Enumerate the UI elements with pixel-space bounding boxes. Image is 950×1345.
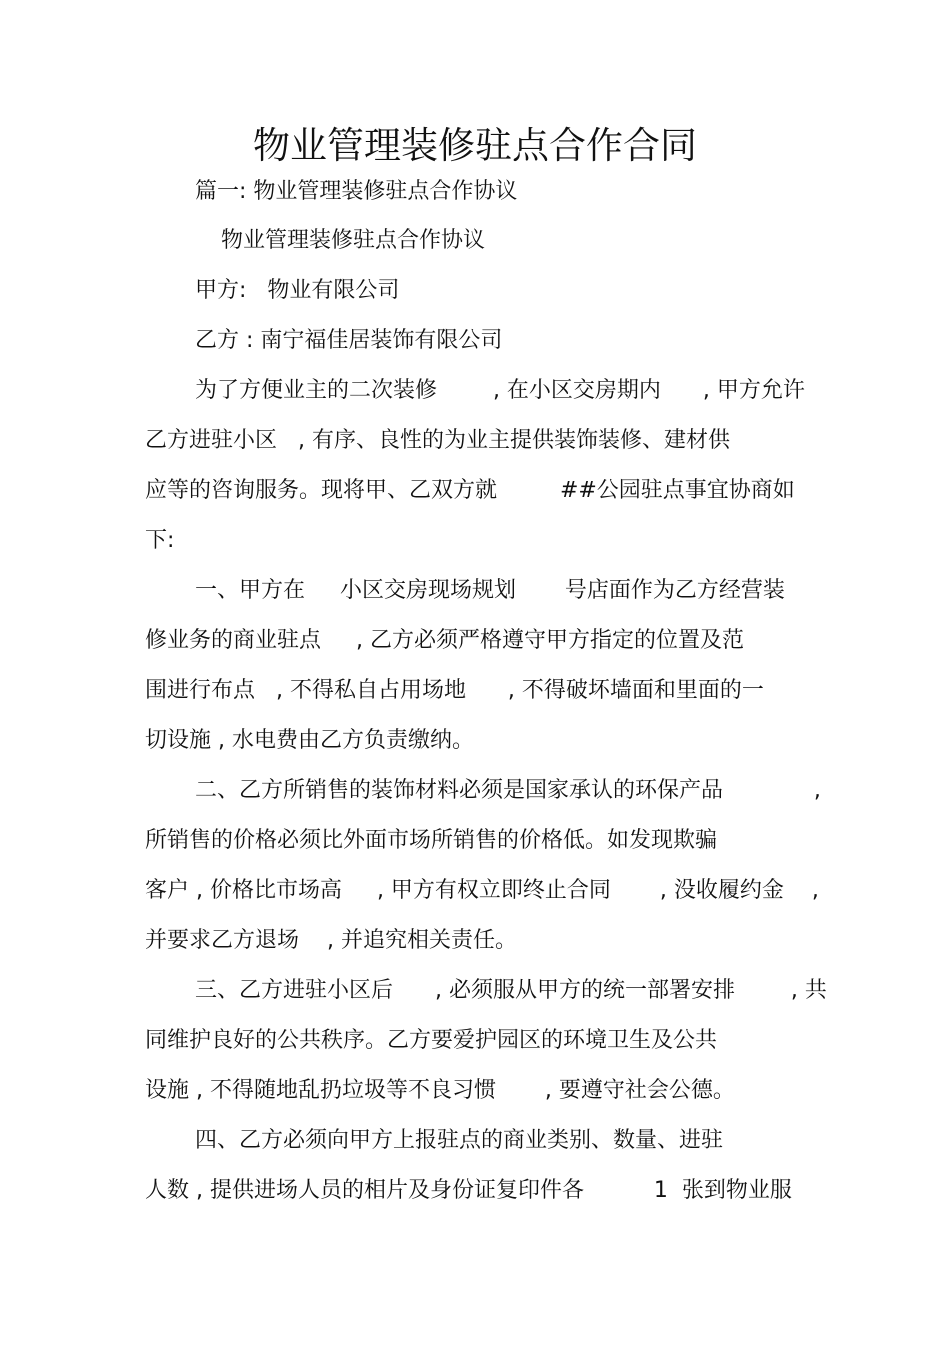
clause-1-line: 切设施 , 水电费由乙方负责缴纳。 — [145, 728, 474, 753]
clause-1-line: 围进行布点 , 不得私自占用场地 , 不得破坏墙面和里面的一 — [145, 678, 764, 703]
party-a: 甲方: 物业有限公司 — [195, 278, 400, 303]
clause-1-line: 一、甲方在 小区交房现场规划 号店面作为乙方经营装 — [195, 578, 785, 603]
paragraph-line: 乙方进驻小区 , 有序、良性的为业主提供装饰装修、建材供 — [145, 428, 730, 453]
section-heading: 篇一: 物业管理装修驻点合作协议 — [195, 179, 518, 204]
clause-4-line: 四、乙方必须向甲方上报驻点的商业类别、数量、进驻 — [195, 1128, 724, 1153]
clause-3-line: 同维护良好的公共秩序。乙方要爱护园区的环境卫生及公共 — [145, 1028, 718, 1053]
clause-2-line: 并要求乙方退场 , 并追究相关责任。 — [145, 928, 517, 953]
agreement-subtitle: 物业管理装修驻点合作协议 — [221, 228, 486, 253]
clause-2-line: 二、乙方所销售的装饰材料必须是国家承认的环保产品 , — [195, 778, 821, 803]
document-title: 物业管理装修驻点合作合同 — [253, 124, 697, 167]
party-b: 乙方 : 南宁福佳居装饰有限公司 — [195, 328, 503, 353]
paragraph-line: 为了方便业主的二次装修 , 在小区交房期内 , 甲方允许 — [195, 378, 805, 403]
clause-2-line: 客户 , 价格比市场高 , 甲方有权立即终止合同 , 没收履约金 , — [145, 878, 819, 903]
clause-3-line: 设施 , 不得随地乱扔垃圾等不良习惯 , 要遵守社会公德。 — [145, 1078, 735, 1103]
clause-4-line: 人数 , 提供进场人员的相片及身份证复印件各 1 张到物业服 — [145, 1178, 792, 1203]
clause-2-line: 所销售的价格必须比外面市场所销售的价格低。如发现欺骗 — [145, 828, 718, 853]
paragraph-line: 下: — [145, 528, 175, 553]
clause-1-line: 修业务的商业驻点 , 乙方必须严格遵守甲方指定的位置及范 — [145, 628, 744, 653]
clause-3-line: 三、乙方进驻小区后 , 必须服从甲方的统一部署安排 , 共 — [195, 978, 827, 1003]
paragraph-line: 应等的咨询服务。现将甲、乙双方就 ##公园驻点事宜协商如 — [145, 478, 795, 503]
